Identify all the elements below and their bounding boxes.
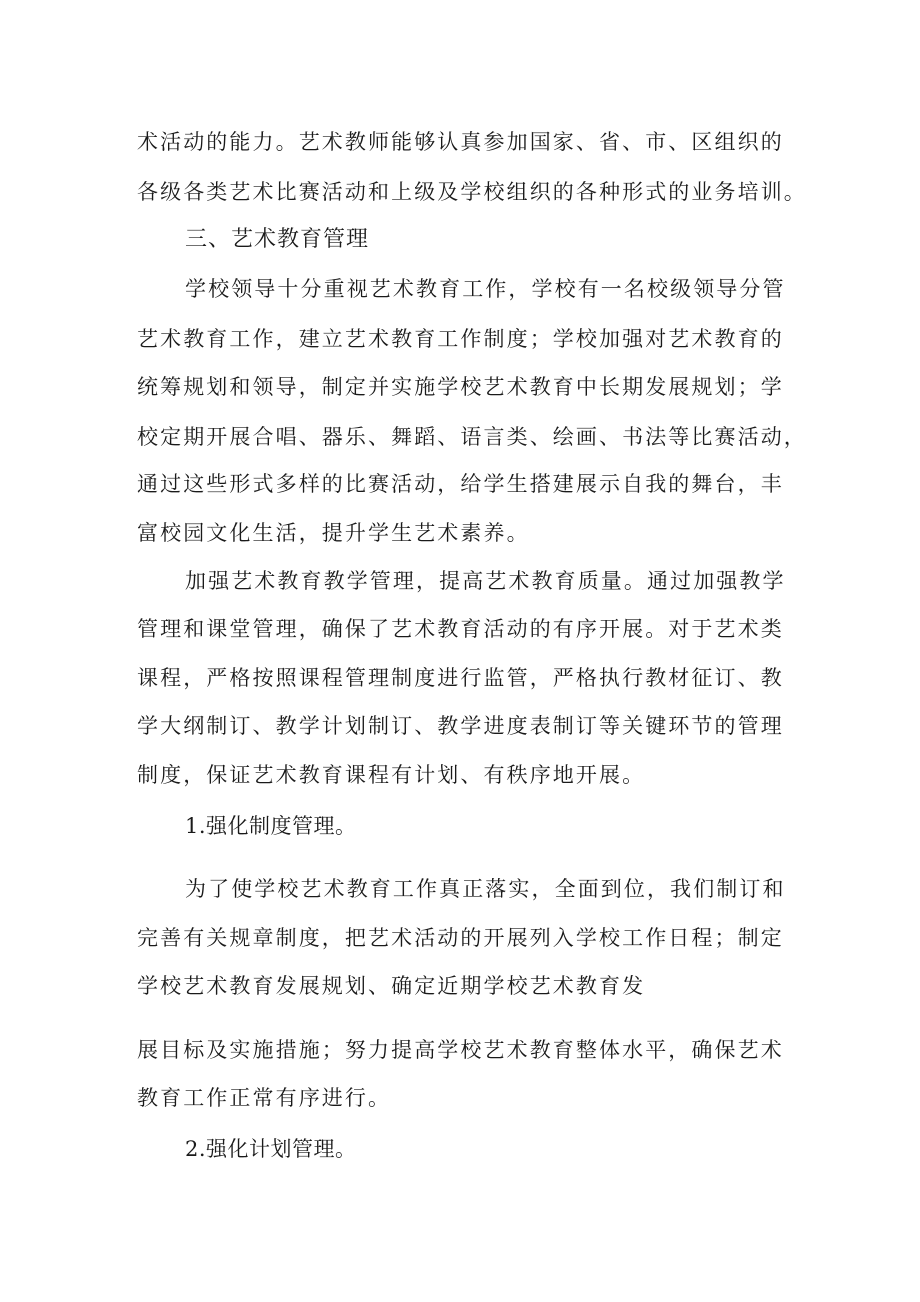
paragraph-line: 富校园文化生活，提升学生艺术素养。 — [137, 521, 530, 545]
paragraph-line: 学校艺术教育发展规划、确定近期学校艺术教育发 — [137, 974, 646, 998]
section-heading: 三、艺术教育管理 — [185, 227, 370, 252]
paragraph-line: 统筹规划和领导，制定并实施学校艺术教育中长期发展规划；学 — [137, 375, 784, 399]
paragraph-line: 术活动的能力。艺术教师能够认真参加国家、省、市、区组织的 — [137, 130, 784, 154]
paragraph-line: 管理和课堂管理，确保了艺术教育活动的有序开展。对于艺术类 — [137, 617, 784, 641]
paragraph-line: 课程，严格按照课程管理制度进行监管，严格执行教材征订、教 — [137, 666, 784, 690]
paragraph-line: 校定期开展合唱、器乐、舞蹈、语言类、绘画、书法等比赛活动， — [137, 425, 807, 449]
paragraph-line: 为了使学校艺术教育工作真正落实，全面到位，我们制订和 — [185, 877, 786, 901]
paragraph-line: 完善有关规章制度，把艺术活动的开展列入学校工作日程；制定 — [137, 926, 784, 950]
numbered-subheading: 2.强化计划管理。 — [185, 1137, 357, 1161]
paragraph-line: 各级各类艺术比赛活动和上级及学校组织的各种形式的业务培训。 — [137, 180, 807, 204]
paragraph-line: 展目标及实施措施；努力提高学校艺术教育整体水平，确保艺术 — [137, 1038, 784, 1062]
paragraph-line: 通过这些形式多样的比赛活动，给学生搭建展示自我的舞台，丰 — [137, 472, 784, 496]
paragraph-line: 学校领导十分重视艺术教育工作，学校有一名校级领导分管 — [185, 277, 786, 301]
paragraph-line: 加强艺术教育教学管理，提高艺术教育质量。通过加强教学 — [185, 569, 786, 593]
paragraph-line: 学大纲制订、教学计划制订、教学进度表制订等关键环节的管理 — [137, 714, 784, 738]
paragraph-line: 教育工作正常有序进行。 — [137, 1086, 392, 1110]
paragraph-line: 制度，保证艺术教育课程有计划、有秩序地开展。 — [137, 763, 646, 787]
numbered-subheading: 1.强化制度管理。 — [185, 814, 357, 838]
paragraph-line: 艺术教育工作，建立艺术教育工作制度；学校加强对艺术教育的 — [137, 327, 784, 351]
